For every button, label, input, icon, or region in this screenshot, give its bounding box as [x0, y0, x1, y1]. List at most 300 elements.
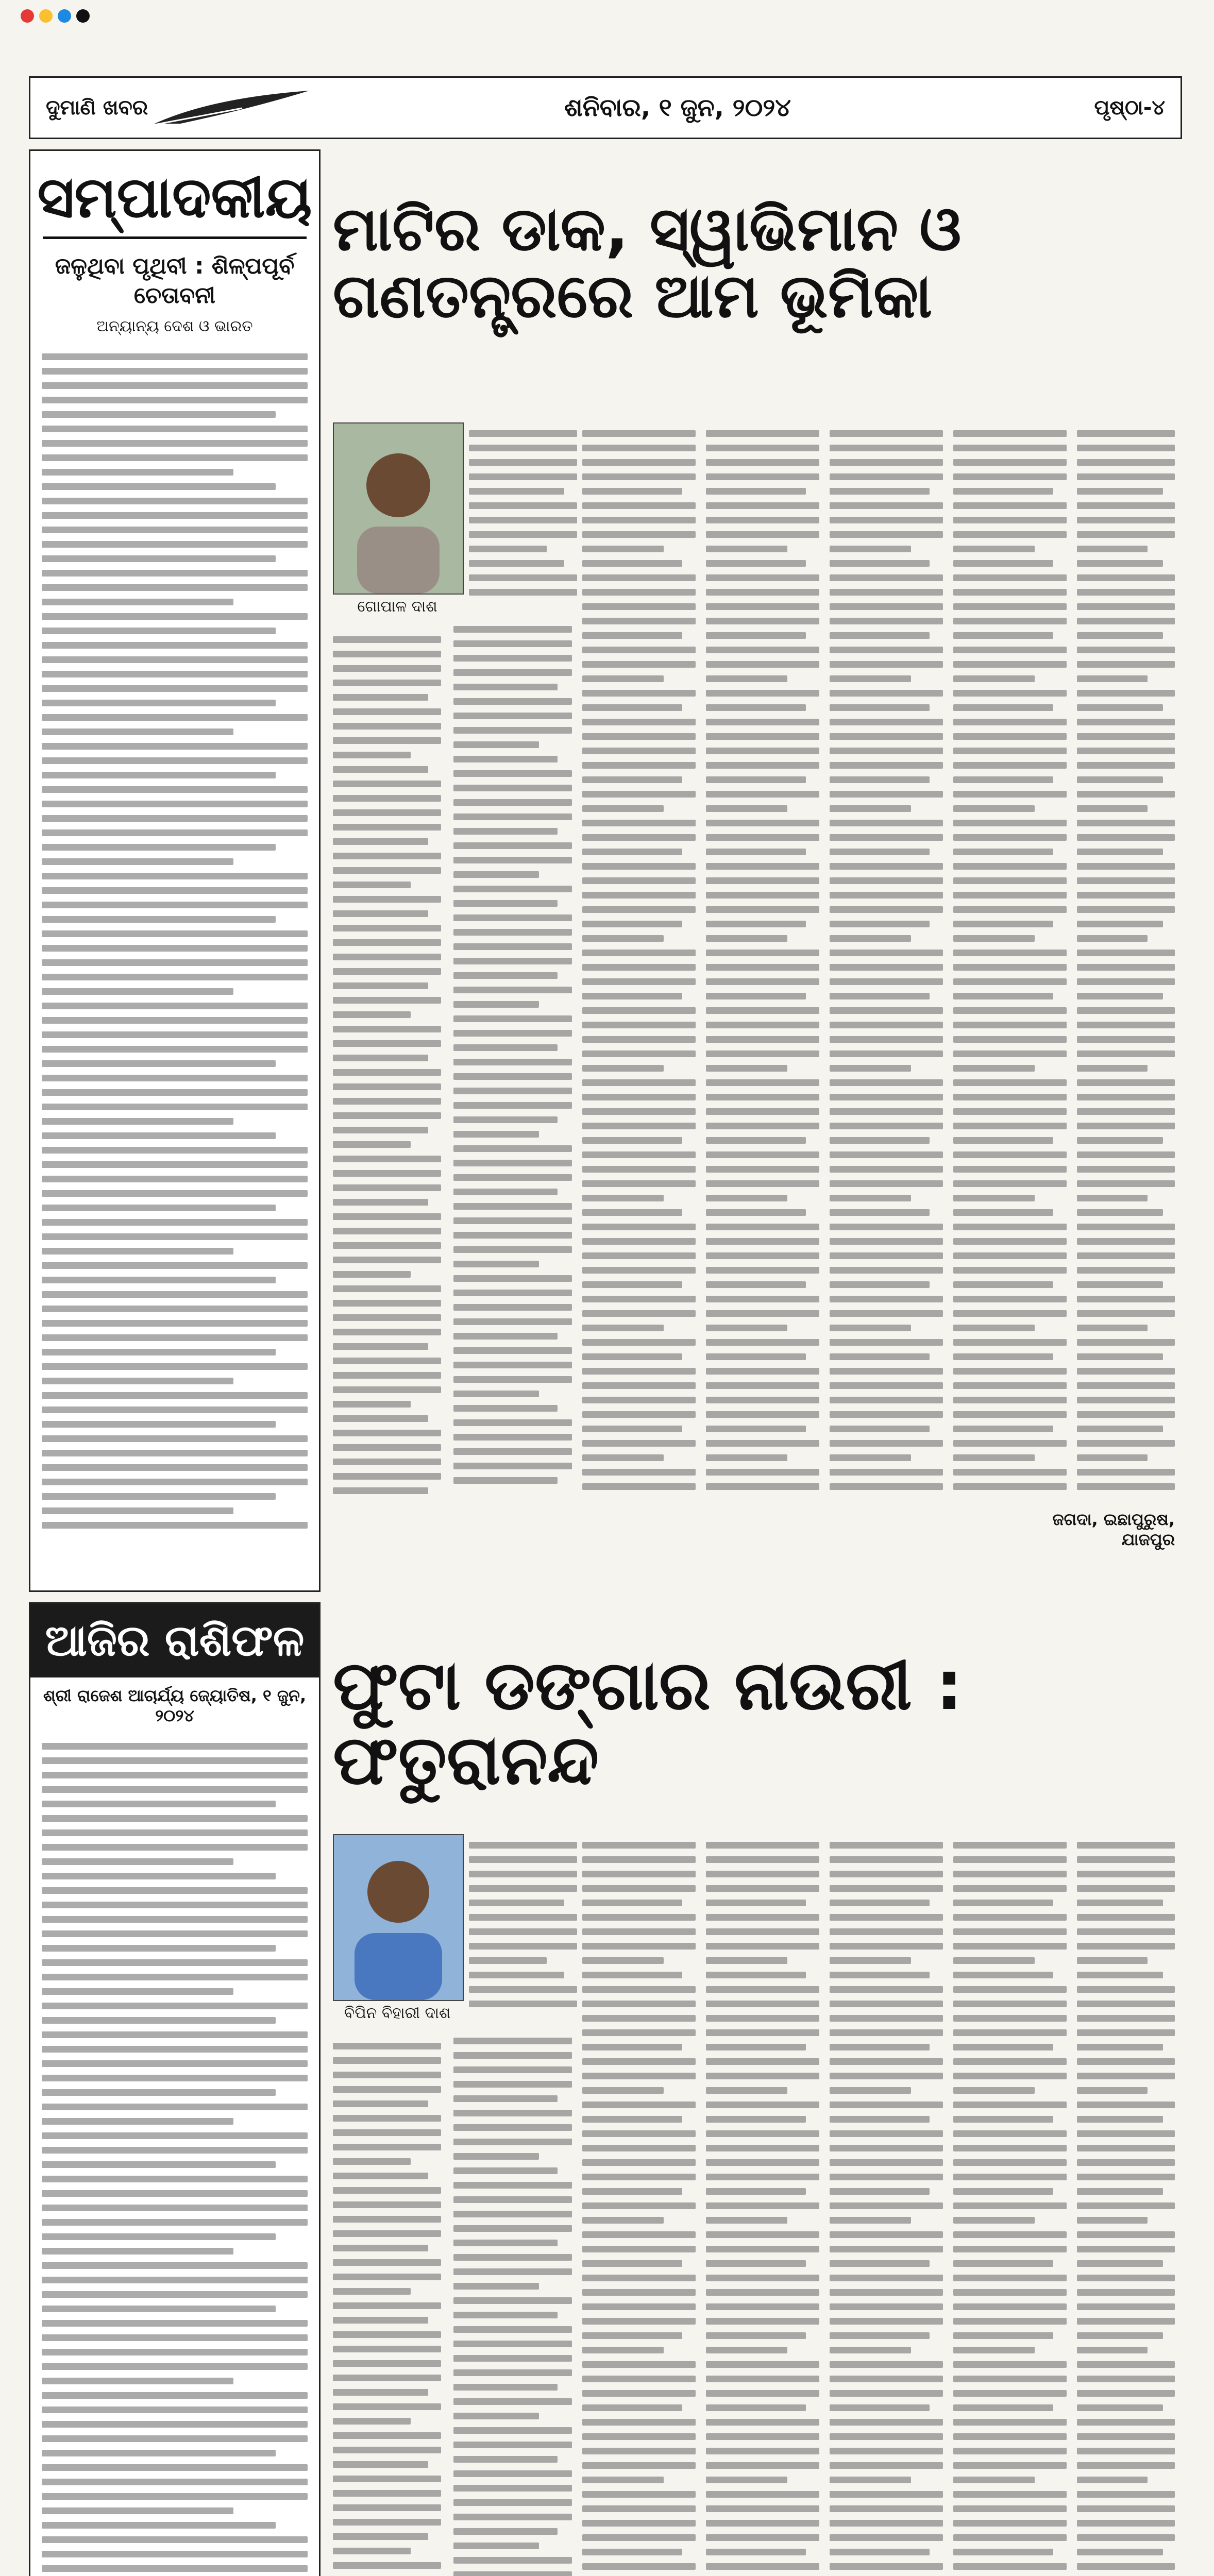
article-column	[469, 422, 577, 608]
text-line	[42, 628, 276, 634]
text-line	[953, 546, 1035, 552]
text-line	[1077, 2477, 1148, 2483]
article-column	[453, 618, 572, 1494]
text-line	[1077, 993, 1163, 999]
text-line	[333, 2504, 441, 2511]
text-line	[706, 2332, 806, 2339]
text-line	[582, 1238, 696, 1245]
text-line	[706, 2188, 806, 2195]
text-line	[42, 2161, 276, 2168]
text-line	[333, 2086, 441, 2093]
text-line	[706, 502, 819, 509]
text-line	[953, 2505, 1067, 2512]
text-line	[582, 2361, 696, 2368]
text-line	[830, 1483, 943, 1490]
text-line	[953, 2390, 1067, 2397]
text-line	[333, 2187, 441, 2194]
text-line	[706, 517, 819, 523]
text-line	[953, 1885, 1067, 1892]
text-line	[706, 1151, 819, 1158]
text-line	[706, 950, 819, 956]
text-line	[706, 1426, 806, 1432]
article-column	[333, 2035, 441, 2576]
text-line	[1077, 2433, 1175, 2440]
text-line	[706, 2404, 806, 2411]
color-dots	[21, 9, 90, 23]
text-line	[1077, 531, 1175, 538]
text-line	[333, 2375, 441, 2381]
rashifal-body	[30, 1743, 319, 2576]
text-line	[953, 2491, 1067, 2498]
text-line	[469, 1957, 547, 1964]
text-line	[830, 632, 930, 639]
text-line	[333, 853, 441, 859]
text-line	[830, 2549, 930, 2555]
text-line	[830, 2145, 943, 2151]
text-line	[582, 574, 696, 581]
text-line	[42, 2392, 308, 2399]
text-line	[333, 982, 428, 989]
text-line	[830, 1252, 943, 1259]
text-line	[1077, 1166, 1175, 1173]
text-line	[953, 2419, 1067, 2426]
text-line	[1077, 1007, 1175, 1014]
text-line	[42, 1147, 308, 1154]
text-line	[333, 1257, 441, 1263]
text-line	[1077, 1928, 1175, 1935]
text-line	[582, 1325, 664, 1331]
text-line	[1077, 950, 1175, 956]
text-line	[953, 675, 1035, 682]
text-line	[582, 1972, 682, 1978]
text-line	[706, 2505, 819, 2512]
article-column	[582, 1834, 696, 2576]
text-line	[453, 871, 539, 878]
text-line	[706, 2217, 787, 2224]
quill-icon	[149, 88, 314, 129]
text-line	[582, 1871, 696, 1877]
text-line	[42, 1786, 308, 1793]
text-line	[42, 1017, 308, 1024]
text-line	[582, 1209, 682, 1216]
text-line	[953, 1842, 1067, 1849]
text-line	[453, 1318, 572, 1325]
text-line	[333, 1199, 428, 1206]
text-line	[42, 1118, 233, 1125]
text-line	[953, 1440, 1067, 1447]
text-line	[706, 1267, 819, 1274]
text-line	[1077, 2390, 1175, 2397]
text-line	[953, 791, 1067, 798]
text-line	[706, 603, 819, 610]
text-line	[453, 2384, 558, 2391]
text-line	[1077, 1914, 1175, 1921]
text-line	[706, 849, 806, 855]
text-line	[1077, 762, 1175, 769]
text-line	[333, 1415, 428, 1422]
text-line	[582, 430, 696, 437]
text-line	[706, 2462, 819, 2469]
text-line	[42, 2219, 308, 2226]
text-line	[42, 1320, 308, 1327]
text-line	[830, 2188, 930, 2195]
text-line	[582, 1007, 696, 1014]
text-line	[1077, 2130, 1175, 2137]
text-line	[706, 1914, 819, 1921]
text-line	[953, 517, 1067, 523]
text-line	[1077, 1267, 1175, 1274]
text-line	[706, 2448, 819, 2454]
text-line	[42, 801, 308, 807]
text-line	[582, 1079, 696, 1086]
text-line	[953, 1079, 1067, 1086]
text-line	[582, 2534, 696, 2541]
text-line	[706, 1180, 819, 1187]
text-line	[469, 574, 577, 581]
text-line	[1077, 2462, 1175, 2469]
text-line	[42, 988, 233, 995]
text-line	[453, 684, 558, 690]
text-line	[469, 1900, 564, 1906]
text-line	[706, 2376, 819, 2382]
article-column	[333, 629, 441, 1494]
text-line	[953, 1483, 1067, 1490]
text-line	[953, 2361, 1067, 2368]
text-line	[830, 2563, 943, 2570]
text-line	[453, 1217, 572, 1224]
text-line	[953, 2433, 1067, 2440]
text-line	[830, 459, 943, 466]
text-line	[469, 445, 577, 451]
text-line	[469, 488, 564, 495]
text-line	[582, 2029, 696, 2036]
text-line	[706, 1007, 819, 1014]
text-line	[830, 488, 930, 495]
text-line	[453, 1275, 572, 1282]
text-line	[582, 1900, 682, 1906]
text-line	[582, 1842, 696, 1849]
text-line	[706, 2044, 806, 2050]
text-line	[1077, 1972, 1163, 1978]
text-line	[830, 2087, 911, 2094]
text-line	[830, 2477, 911, 2483]
text-line	[582, 1339, 696, 1346]
text-line	[582, 1368, 696, 1375]
text-line	[453, 2066, 572, 2073]
text-line	[830, 748, 943, 754]
text-line	[453, 2341, 572, 2347]
text-line	[42, 1363, 308, 1370]
text-line	[706, 647, 819, 653]
text-line	[953, 618, 1067, 624]
text-line	[453, 2196, 572, 2203]
text-line	[830, 531, 943, 538]
text-line	[582, 791, 696, 798]
text-line	[42, 2205, 308, 2211]
text-line	[582, 2130, 696, 2137]
text-line	[830, 834, 943, 841]
text-line	[333, 2072, 441, 2078]
text-line	[706, 531, 819, 538]
text-line	[453, 1174, 572, 1181]
text-line	[830, 2202, 943, 2209]
text-line	[953, 1252, 1067, 1259]
text-line	[333, 752, 411, 758]
text-line	[582, 2015, 696, 2022]
text-line	[830, 517, 943, 523]
text-line	[706, 445, 819, 451]
text-line	[953, 1397, 1067, 1403]
text-line	[453, 2110, 572, 2116]
text-line	[453, 886, 572, 892]
text-line	[830, 1382, 943, 1389]
text-line	[42, 2363, 308, 2370]
text-line	[1077, 1325, 1148, 1331]
text-line	[706, 2015, 819, 2022]
text-line	[1077, 776, 1163, 783]
text-line	[706, 2318, 819, 2325]
text-line	[953, 1123, 1067, 1129]
text-line	[706, 1842, 819, 1849]
text-line	[953, 2015, 1067, 2022]
text-line	[953, 531, 1067, 538]
text-line	[582, 1166, 696, 1173]
text-line	[1077, 1397, 1175, 1403]
text-line	[1077, 2549, 1163, 2555]
editorial-title: ସମ୍ପାଦକୀୟ	[37, 164, 312, 230]
text-line	[333, 723, 441, 730]
text-line	[333, 1069, 441, 1076]
text-line	[333, 665, 441, 672]
text-line	[953, 1209, 1053, 1216]
text-line	[1077, 1483, 1175, 1490]
text-line	[1077, 1195, 1148, 1201]
text-line	[42, 1104, 308, 1110]
text-line	[706, 1065, 787, 1072]
text-line	[453, 2139, 572, 2145]
text-line	[953, 2087, 1035, 2094]
black-dot	[76, 9, 90, 23]
text-line	[582, 733, 696, 740]
text-line	[453, 2254, 572, 2261]
text-line	[582, 488, 682, 495]
article-column	[830, 422, 943, 1494]
text-line	[706, 2433, 819, 2440]
text-line	[953, 2073, 1067, 2079]
text-line	[42, 599, 233, 605]
text-line	[42, 671, 308, 677]
text-line	[42, 2435, 308, 2442]
text-line	[582, 1856, 696, 1863]
text-line	[1077, 2188, 1163, 2195]
editorial-byline: ଅନ୍ୟାନ୍ୟ ଦେଶ ଓ ଭାରତ	[96, 317, 253, 336]
text-line	[1077, 603, 1175, 610]
text-line	[582, 2318, 696, 2325]
text-line	[1077, 2332, 1163, 2339]
text-line	[830, 978, 943, 985]
text-line	[953, 1007, 1067, 1014]
text-line	[706, 1986, 819, 1993]
text-line	[830, 1224, 943, 1230]
text-line	[42, 454, 308, 461]
text-line	[953, 1137, 1053, 1144]
text-line	[42, 2551, 308, 2557]
text-line	[42, 555, 276, 562]
text-line	[953, 1928, 1067, 1935]
text-line	[706, 877, 819, 884]
text-line	[582, 892, 696, 899]
text-line	[582, 2505, 696, 2512]
text-line	[469, 1871, 577, 1877]
text-line	[830, 560, 930, 567]
text-line	[953, 877, 1067, 884]
text-line	[582, 502, 696, 509]
text-line	[333, 2476, 441, 2482]
text-line	[1077, 704, 1163, 711]
text-line	[333, 1329, 441, 1335]
text-line	[453, 1290, 572, 1296]
text-line	[582, 820, 696, 826]
text-line	[953, 2130, 1067, 2137]
text-line	[830, 993, 930, 999]
text-line	[42, 1378, 233, 1384]
text-line	[453, 2528, 558, 2535]
text-line	[333, 1242, 441, 1249]
text-line	[453, 2240, 558, 2246]
text-line	[453, 2167, 558, 2174]
text-line	[42, 1858, 233, 1865]
text-line	[830, 1411, 943, 1418]
text-line	[953, 2318, 1067, 2325]
text-line	[42, 1205, 276, 1211]
text-line	[582, 445, 696, 451]
text-line	[582, 2174, 696, 2180]
text-line	[582, 2332, 682, 2339]
text-line	[582, 618, 696, 624]
text-line	[453, 2485, 572, 2492]
text-line	[453, 1304, 572, 1311]
text-line	[333, 2331, 441, 2338]
text-line	[953, 978, 1067, 985]
text-line	[706, 834, 819, 841]
text-line	[453, 842, 572, 849]
text-line	[333, 2274, 441, 2280]
text-line	[582, 950, 696, 956]
text-line	[582, 2404, 682, 2411]
text-line	[333, 2548, 411, 2554]
text-line	[706, 1310, 819, 1317]
text-line	[953, 1325, 1035, 1331]
article2-author-photo	[333, 1834, 464, 2001]
text-line	[333, 2360, 441, 2367]
text-line	[42, 2334, 308, 2341]
text-line	[453, 2413, 539, 2419]
text-line	[42, 1277, 276, 1283]
text-line	[1077, 1022, 1175, 1028]
text-line	[453, 2268, 572, 2275]
text-line	[333, 925, 441, 931]
text-line	[333, 2245, 428, 2251]
text-line	[333, 1184, 441, 1191]
text-line	[830, 892, 943, 899]
text-line	[469, 1986, 577, 1993]
text-line	[333, 867, 441, 874]
text-line	[1077, 2058, 1175, 2065]
text-line	[582, 1065, 664, 1072]
text-line	[582, 2549, 682, 2555]
text-line	[1077, 2087, 1148, 2094]
text-line	[453, 943, 572, 950]
text-line	[1077, 834, 1175, 841]
text-line	[333, 1430, 441, 1436]
text-line	[706, 2116, 806, 2123]
text-line	[1077, 1137, 1163, 1144]
text-line	[333, 2115, 441, 2122]
text-line	[42, 2536, 308, 2543]
text-line	[953, 2462, 1067, 2469]
text-line	[582, 978, 696, 985]
text-line	[1077, 661, 1175, 668]
text-line	[333, 2144, 441, 2150]
text-line	[42, 1349, 276, 1355]
text-line	[469, 1928, 577, 1935]
text-line	[582, 1382, 696, 1389]
text-line	[1077, 2202, 1175, 2209]
text-line	[42, 1406, 308, 1413]
text-line	[333, 2533, 428, 2540]
text-line	[42, 353, 308, 360]
text-line	[1077, 1296, 1175, 1302]
text-line	[453, 1419, 572, 1426]
text-line	[953, 2029, 1067, 2036]
text-line	[1077, 1411, 1175, 1418]
text-line	[706, 618, 819, 624]
text-line	[706, 1483, 819, 1490]
text-line	[706, 1079, 819, 1086]
text-line	[953, 2260, 1053, 2267]
text-line	[333, 1083, 441, 1090]
text-line	[42, 512, 308, 519]
text-line	[830, 1123, 943, 1129]
text-line	[1077, 892, 1175, 899]
text-line	[953, 834, 1067, 841]
text-line	[1077, 430, 1175, 437]
text-line	[42, 1493, 276, 1500]
text-line	[453, 1044, 558, 1051]
text-line	[706, 632, 806, 639]
text-line	[830, 1972, 930, 1978]
text-line	[706, 2058, 819, 2065]
text-line	[42, 613, 308, 620]
text-line	[830, 1856, 943, 1863]
text-line	[830, 1151, 943, 1158]
text-line	[1077, 1842, 1175, 1849]
text-line	[453, 741, 539, 748]
text-line	[453, 626, 572, 633]
text-line	[333, 2201, 441, 2208]
text-line	[1077, 1050, 1175, 1057]
text-line	[453, 1347, 572, 1354]
text-line	[953, 2246, 1067, 2252]
text-line	[582, 2390, 696, 2397]
text-line	[42, 1945, 276, 1952]
text-line	[830, 2448, 943, 2454]
paper-name: ଦୁମାଣି ଖବର	[46, 96, 148, 120]
text-line	[1077, 1440, 1175, 1447]
text-line	[582, 2202, 696, 2209]
text-line	[953, 1469, 1067, 1476]
text-line	[830, 1928, 943, 1935]
